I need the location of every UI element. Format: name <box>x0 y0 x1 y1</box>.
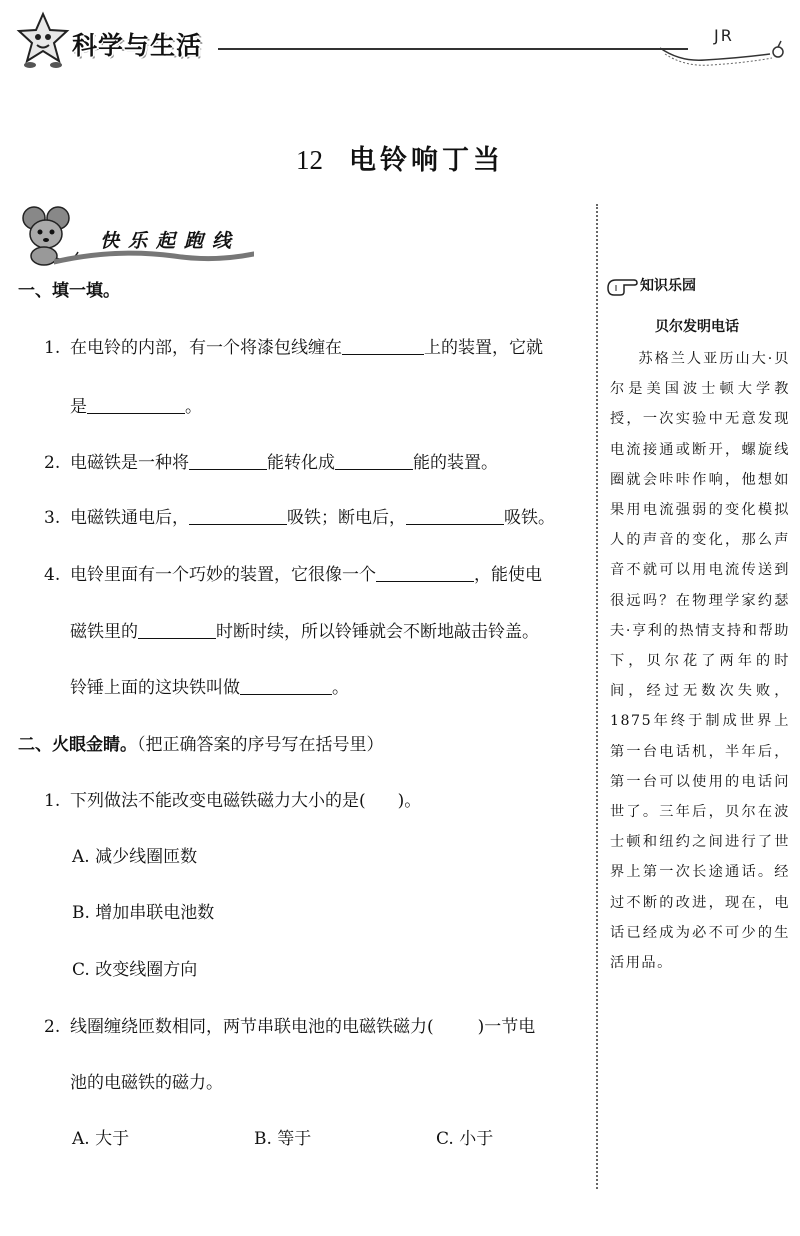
q2-text-c: 能的装置。 <box>413 453 498 473</box>
lesson-title <box>0 138 800 177</box>
mc1-text-a: 下列做法不能改变电磁铁磁力大小的是( <box>70 791 366 811</box>
q1-text-a: 在电铃的内部，有一个将漆包线缠在 <box>70 338 342 358</box>
sidebar-article-body: 苏格兰人亚历山大·贝尔是美国波士顿大学教授，一次实验中无意发现电流接通或断开，螺旋线圈就会咔咔作响，他想如果用电流强弱的变化模拟人的声音的变化，那么声音不就可以用电流传送到很远吗？在物理学家约瑟夫·亨利的热情支持和帮助下，贝尔花了两年的时间，经过无数次失败，1875年终于制成世界上第一台电话机，半年后，第一台可以使用的电话问世了。三年后，贝尔在波士顿和纽约之间进行了世界上第一次长途通话。经过不断的改进，现在，电话已经成为必不可少的生活用品。 <box>610 351 790 972</box>
q3-blank-1[interactable] <box>189 507 287 525</box>
q3-text-c: 吸铁。 <box>504 508 555 528</box>
mc2-option-a: A. 大于 <box>72 1129 130 1149</box>
mc2-option-b: B. 等于 <box>254 1129 312 1149</box>
q3-text-b: 吸铁；断电后， <box>287 508 406 528</box>
mc1-option-b: B. 增加串联电池数 <box>72 903 215 923</box>
q2-number: 2. <box>44 453 61 473</box>
mc1-question <box>44 786 421 811</box>
q3-line <box>44 503 555 528</box>
section2-note: （把正确答案的序号写在括号里） <box>137 735 384 755</box>
mc2-question-line2: 池的电磁铁的磁力。 <box>70 1073 223 1093</box>
mc2-text-a: 线圈缠绕匝数相同，两节串联电池的电磁铁磁力( <box>70 1017 434 1037</box>
q4-text-b: ，能使电 <box>474 565 542 585</box>
q2-line <box>44 448 498 473</box>
mc2-question-line1 <box>44 1012 535 1037</box>
q2-blank-1[interactable] <box>189 452 267 470</box>
lesson-name: 电铃响丁当 <box>349 145 504 176</box>
sidebar-heading-text: 知识乐园 <box>640 278 696 294</box>
section2-heading-text: 二、火眼金睛。 <box>18 735 137 755</box>
q1-text-d: 。 <box>185 397 202 417</box>
q4-blank-3[interactable] <box>240 677 332 695</box>
q4-blank-1[interactable] <box>376 564 474 582</box>
lesson-number: 12 <box>296 145 323 175</box>
q1-text-c: 是 <box>70 397 87 417</box>
page-header <box>0 0 800 80</box>
q4-number: 4. <box>44 565 61 585</box>
q2-blank-2[interactable] <box>335 452 413 470</box>
series-code: JR <box>714 26 734 45</box>
q1-line1 <box>44 333 543 358</box>
book-title: 科学与生活 <box>72 31 203 60</box>
q1-blank-1[interactable] <box>342 337 424 355</box>
q1-text-b: 上的装置，它就 <box>424 338 543 358</box>
section2-heading <box>18 730 384 755</box>
q1-blank-2[interactable] <box>87 396 185 414</box>
column-divider <box>596 204 598 1189</box>
q4-text-a: 电铃里面有一个巧妙的装置，它很像一个 <box>70 565 376 585</box>
q1-line2 <box>70 392 202 417</box>
q2-text-a: 电磁铁是一种将 <box>70 453 189 473</box>
pointing-hand-icon <box>606 274 638 296</box>
q3-blank-2[interactable] <box>406 507 504 525</box>
q4-blank-2[interactable] <box>138 621 216 639</box>
q3-text-a: 电磁铁通电后， <box>70 508 189 528</box>
q4-line2 <box>70 617 539 642</box>
banner-label: 快乐起跑线 <box>100 230 241 252</box>
q4-line3 <box>70 673 349 698</box>
q4-text-e: 铃锤上面的这块铁叫做 <box>70 678 240 698</box>
mc2-text-b: )一节电 <box>477 1017 536 1037</box>
mc2-option-c: C. 小于 <box>436 1129 494 1149</box>
section-banner <box>14 204 254 268</box>
section1-heading: 一、填一填。 <box>18 281 120 301</box>
sidebar-heading <box>606 274 696 296</box>
mc1-number: 1. <box>44 791 61 811</box>
q4-text-f: 。 <box>332 678 349 698</box>
mc2-number: 2. <box>44 1017 61 1037</box>
mc1-text-b: )。 <box>397 791 422 811</box>
q1-number: 1. <box>44 338 61 358</box>
mc1-option-c: C. 改变线圈方向 <box>72 960 198 980</box>
q4-text-c: 磁铁里的 <box>70 622 138 642</box>
sidebar-article-title: 贝尔发明电话 <box>655 319 739 335</box>
star-mascot-icon <box>16 10 70 70</box>
q4-text-d: 时断时续，所以铃锤就会不断地敲击铃盖。 <box>216 622 539 642</box>
mc1-option-a: A. 减少线圈匝数 <box>72 847 198 867</box>
header-rule <box>218 48 688 50</box>
q2-text-b: 能转化成 <box>267 453 335 473</box>
q4-line1 <box>44 560 542 585</box>
q3-number: 3. <box>44 508 61 528</box>
